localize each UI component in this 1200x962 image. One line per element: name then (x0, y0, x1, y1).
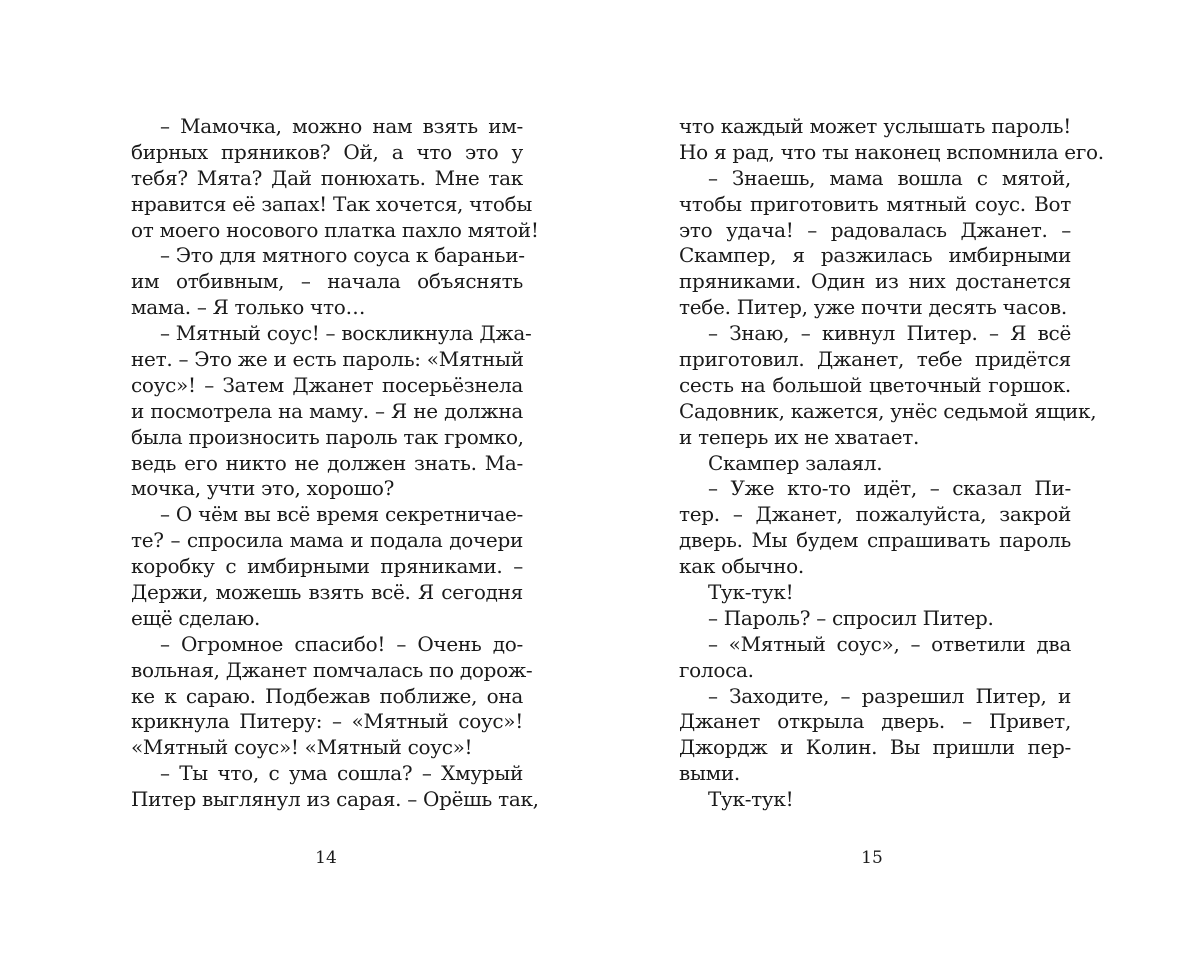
text-line: мама. – Я только что… (131, 295, 366, 320)
text-line: нет. – Это же и есть пароль: «Мятный (131, 347, 524, 372)
text-line: – «Мятный соус», – ответили два (708, 631, 1071, 656)
right-page-text (679, 114, 1104, 813)
text-line: соус»! – Затем Джанет посерьёзнела (131, 372, 523, 397)
left-page-number: 14 (315, 848, 337, 868)
text-line: что каждый может услышать пароль! (679, 114, 1071, 138)
text-line: ещё сделаю. (131, 605, 261, 630)
text-line: Скампер, я разжилась имбирными (679, 243, 1071, 268)
text-line: ке к сараю. Подбежав поближе, она (131, 683, 523, 708)
text-line: это удача! – радовалась Джанет. – (679, 217, 1071, 242)
text-line: ведь его никто не должен знать. Ма- (131, 450, 523, 475)
text-line: – Ты что, с ума сошла? – Хмурый (160, 761, 523, 786)
text-line: пряниками. Один из них достанется (679, 269, 1071, 294)
text-line: – Это для мятного соуса к бараньи- (160, 243, 525, 268)
text-line: приготовил. Джанет, тебе придётся (679, 347, 1071, 372)
text-line: голоса. (679, 657, 754, 682)
text-line: Садовник, кажется, унёс седьмой ящик, (679, 398, 1097, 423)
text-line: от моего носового платка пахло мятой! (131, 217, 539, 242)
text-line: им отбивным, – начала объяснять (131, 269, 523, 294)
text-line: тебе. Питер, уже почти десять часов. (679, 295, 1067, 320)
text-line: чтобы приготовить мятный соус. Вот (679, 191, 1071, 216)
text-line: Питер выглянул из сарая. – Орёшь так, (131, 787, 539, 812)
text-line: бирных пряников? Ой, а что это у (131, 139, 523, 164)
text-line: те? – спросила мама и подала дочери (131, 528, 523, 553)
text-line: – Мятный соус! – воскликнула Джа- (160, 321, 532, 346)
text-line: тебя? Мята? Дай понюхать. Мне так (131, 165, 523, 190)
text-line: сесть на большой цветочный горшок. (679, 372, 1071, 397)
text-line: и посмотрела на маму. – Я не должна (131, 398, 523, 423)
text-line: тер. – Джанет, пожалуйста, закрой (679, 502, 1071, 527)
text-line: как обычно. (679, 554, 804, 579)
text-line: «Мятный соус»! «Мятный соус»! (131, 735, 473, 760)
text-line: – Мамочка, можно нам взять им- (160, 114, 523, 138)
text-line: была произносить пароль так громко, (131, 424, 524, 449)
text-line: Джанет открыла дверь. – Привет, (679, 709, 1071, 734)
text-line: Держи, можешь взять всё. Я сегодня (131, 580, 523, 605)
text-line: Скампер залаял. (708, 450, 883, 475)
text-line: нравится её запах! Так хочется, чтобы (131, 191, 532, 216)
right-page-number: 15 (861, 848, 883, 868)
text-line: коробку с имбирными пряниками. – (131, 554, 523, 579)
text-line: мочка, учти это, хорошо? (131, 476, 395, 501)
text-line: Джордж и Колин. Вы пришли пер- (679, 735, 1071, 760)
right-page (600, 0, 1200, 962)
text-line: Тук-тук! (708, 787, 794, 812)
text-line: Но я рад, что ты наконец вспомнила его. (679, 139, 1104, 164)
text-line: – Знаю, – кивнул Питер. – Я всё (708, 321, 1071, 346)
text-line: крикнула Питеру: – «Мятный соус»! (131, 709, 523, 734)
text-line: – Уже кто-то идёт, – сказал Пи- (708, 476, 1071, 501)
text-line: – Заходите, – разрешил Питер, и (708, 683, 1071, 708)
text-line: Тук-тук! (708, 580, 794, 605)
text-line: – Знаешь, мама вошла с мятой, (708, 165, 1071, 190)
text-line: – Огромное спасибо! – Очень до- (160, 631, 523, 656)
text-line: вольная, Джанет помчалась по дорож- (131, 657, 533, 682)
text-line: выми. (679, 761, 740, 786)
text-line: – Пароль? – спросил Питер. (708, 605, 994, 630)
text-line: дверь. Мы будем спрашивать пароль (679, 528, 1071, 553)
text-line: и теперь их не хватает. (679, 424, 920, 449)
left-page-text (131, 114, 539, 813)
text-line: – О чём вы всё время секретничае- (160, 502, 523, 527)
